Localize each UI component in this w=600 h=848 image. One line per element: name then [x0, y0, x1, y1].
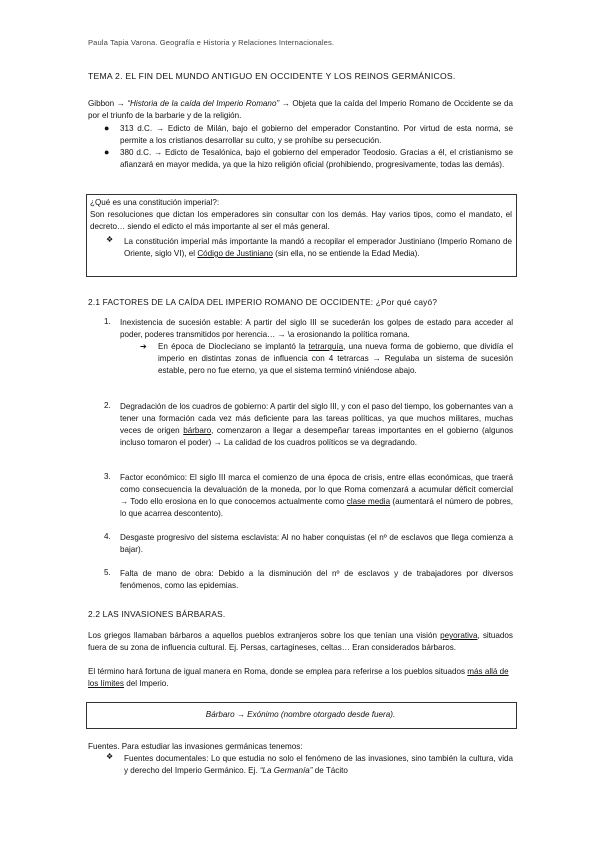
factor-item-4: Desgaste progresivo del sistema esclavista: Al no haber conquistas (el nº de esclavos que llega comienza a bajar).	[120, 533, 513, 554]
gibbon-author: Gibbon	[88, 99, 115, 108]
diamond-bullet-icon: ❖	[106, 752, 114, 761]
diamond-bullet-icon: ❖	[106, 235, 114, 244]
limites-term: más allá de los límites	[88, 667, 509, 688]
barbaros-paragraph-1: Los griegos llamaban bárbaros a aquellos pueblos extranjeros sobre los que tenían una visión peyorativa, situados fuera de su zona de influencia cultural. Ej. Persas, cartagineses, celtas… Eran considerados bárbaros.	[88, 631, 513, 652]
factor-item-1: Inexistencia de sucesión estable: A partir del siglo III se sucederán los golpes de estado para acceder al poder, poderes transmitidos por herencia… → \a erosionando la política romana.	[120, 318, 513, 339]
gibbon-paragraph: Gibbon → “Historia de la caída del Imperio Romano” → Objeta que la caída del Imperio Romano de Occidente se da por el triunfo de la barbarie y de la religión.	[88, 99, 513, 120]
factor-item-5: Falta de mano de obra: Debido a la disminución del nº de esclavos y de trabajadores por diversos fenómenos, como las epidemias.	[120, 569, 513, 590]
barbaros-paragraph-2: El término hará fortuna de igual manera en Roma, donde se emplea para referirse a los pueblos situados más allá de los límites del Imperio.	[88, 667, 509, 688]
barbaro-definition: Bárbaro → Exónimo (nombre otorgado desde fuera).	[205, 710, 396, 719]
section-2-1-heading: 2.1 FACTORES DE LA CAÍDA DEL IMPERIO ROMANO DE OCCIDENTE: ¿Por qué cayó?	[88, 297, 438, 307]
item-number: 1.	[104, 317, 111, 326]
bullet-dot-icon: ●	[104, 147, 110, 157]
arrow-bullet-icon: ➔	[140, 342, 147, 351]
factor-1-subitem: En época de Diocleciano se implantó la tetrarquía, una nueva forma de gobierno, que dividía el imperio en distintas zonas de influencia con 4 tetrarcas → Regulaba un sistema de sucesión estable, pero no fue eterno, ya que el sistema terminó viniéndose abajo.	[158, 342, 514, 375]
page-header: Paula Tapia Varona. Geografía e Historia y Relaciones Internacionales.	[88, 38, 335, 47]
peyorativa-term: peyorativa	[440, 631, 478, 640]
bullet-item-tesalonica: 380 d.C. → Edicto de Tesalónica, bajo el gobierno del emperador Teodosio. Gracias a él, el cristianismo se afianzará en mayor medida, ya que la hizo religión oficial (prohibiendo, progresivamente, todas las demás).	[120, 148, 513, 169]
bullet-dot-icon: ●	[104, 123, 110, 133]
clase-media-term: clase media	[346, 497, 391, 506]
la-germania-title: “La Germanía”	[259, 766, 313, 775]
section-2-2-heading: 2.2 LAS INVASIONES BÁRBARAS.	[88, 609, 226, 619]
item-number: 2.	[104, 401, 111, 410]
gibbon-work-title: “Historia de la caída del Imperio Romano”	[127, 99, 280, 108]
fuentes-documentales-item: Fuentes documentales: Lo que estudia no solo el fenómeno de las invasiones, sino también la cultura, vida y derecho del Imperio Germánico. Ej. “La Germanía” de Tácito	[124, 754, 513, 775]
codigo-justiniano: Código de Justiniano	[197, 249, 273, 258]
page-title: TEMA 2. EL FIN DEL MUNDO ANTIGUO EN OCCIDENTE Y LOS REINOS GERMÁNICOS.	[88, 71, 456, 81]
box-sub-item: La constitución imperial más importante la mandó a recopilar el emperador Justiniano (Imperio Romano de Oriente, siglo VI), el Código de Justiniano (sin ella, no se entiende la Edad Media).	[124, 237, 512, 258]
box-question: ¿Qué es una constitución imperial?:	[90, 198, 220, 207]
tetrarquia-term: tetrarquía	[308, 342, 344, 351]
box-answer: Son resoluciones que dictan los emperadores sin consultar con los demás. Hay varios tipos, como el mandato, el decreto… siendo el edicto el más importante al ser el más general.	[90, 210, 512, 231]
factor-item-2: Degradación de los cuadros de gobierno: A partir del siglo III, y con el paso del tiempo, los gobernantes van a tener una formación cada vez más deficiente para las tareas políticas, ya que muchos militares, muchas veces de origen bárbaro, comenzaron a llegar a desempeñar tareas importantes en el gobierno (algunos incluso tomaron el poder) → La calidad de los cuadros políticos se va degradando.	[120, 402, 513, 447]
item-number: 3.	[104, 472, 111, 481]
bullet-item-milan: 313 d.C. → Edicto de Milán, bajo el gobierno del emperador Constantino. Por virtud de esta norma, se permite a los cristianos desarrollar su culto, y se prohíbe su persecución.	[120, 124, 513, 145]
fuentes-intro: Fuentes. Para estudiar las invasiones germánicas tenemos:	[88, 742, 303, 751]
factor-item-3: Factor económico: El siglo III marca el comienzo de una época de crisis, entre ellas económicas, que traerá como consecuencia la devaluación de la moneda, por lo que Roma comenzará a acumular déficit comercial → Todo ello erosiona en lo que conocemos actualmente como clase media (aumentará el número de pobres, lo que acarrea descontento).	[120, 473, 513, 518]
barbaro-term: bárbaro	[183, 426, 212, 435]
item-number: 4.	[104, 532, 111, 541]
item-number: 5.	[104, 568, 111, 577]
